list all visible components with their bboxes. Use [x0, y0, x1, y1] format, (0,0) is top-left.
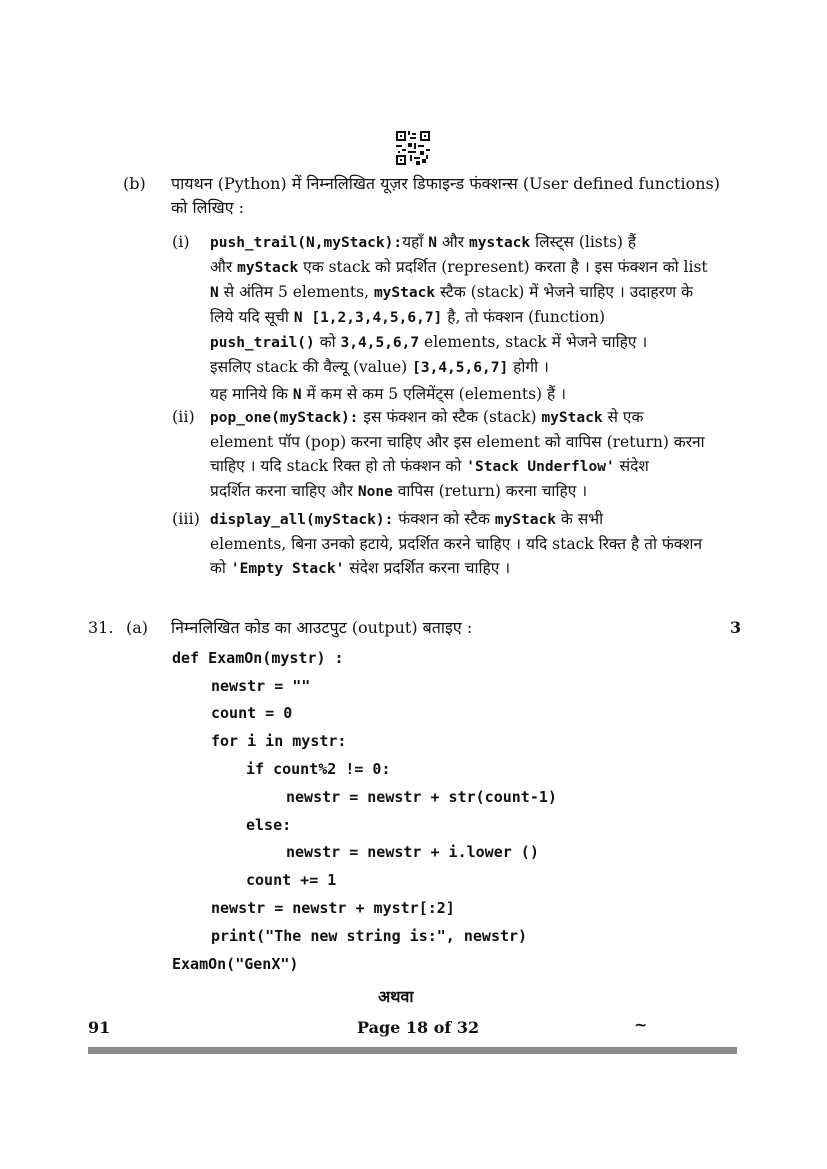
item-i-number: (i) [172, 232, 190, 251]
code-line: ExamOn("GenX") [172, 955, 299, 973]
part-b-intro-line2: को लिखिए : [171, 198, 245, 217]
code-line: newstr = newstr + i.lower () [286, 843, 539, 861]
code-line: newstr = "" [211, 677, 311, 695]
code-line: print("The new string is:", newstr) [211, 927, 528, 945]
code-line: newstr = newstr + str(count-1) [286, 788, 557, 806]
qr-code [396, 131, 430, 165]
part-b-label: (b) [123, 174, 146, 193]
item-iii-number: (iii) [172, 509, 200, 528]
part-b-intro-line1: पायथन (Python) में निम्नलिखित यूज़र डिफाइन्ड फंक्शन्स (User defined functions) [171, 174, 720, 193]
item-ii-number: (ii) [172, 407, 195, 426]
item-ii-body: pop_one(myStack): इस फंक्शन को स्टैक (stack) myStack से एक element पॉप (pop) करना चाहिए और इस element को वापिस (return) करना चाहिए । यदि stack रिक्त हो तो फंक्शन को 'Stack Underflow' संदेश प्रदर्शित करना चाहिए और None वापिस (return) करना चाहिए । [210, 408, 705, 500]
part-b-intro [171, 172, 720, 220]
code-line: else: [246, 816, 292, 834]
func-name: display_all(myStack): [210, 512, 394, 528]
question-number: 31. [88, 618, 114, 637]
footer-code: 91 [88, 1018, 111, 1037]
func-name: push_trail(N,myStack): [210, 235, 403, 251]
question-part: (a) [126, 618, 149, 637]
code-line: def ExamOn(mystr) : [172, 649, 344, 667]
code-line: for i in mystr: [211, 732, 347, 750]
item-i-body: push_trail(N,myStack):यहाँ N और mystack लिस्ट्स (lists) हैं और myStack एक stack को प्रदर्शित (represent) करता है । इस फंक्शन को list N से अंतिम 5 elements, myStack स्टैक (stack) में भेजने चाहिए । उदाहरण के लिये यदि सूची N [1,2,3,4,5,6,7] है, तो फंक्शन (function) push_trail() को 3,4,5,6,7 elements, stack में भेजने चाहिए । इसलिए stack की वैल्यू (value) [3,4,5,6,7] होगी । यह मानिये कि N में कम से कम 5 एलिमेंट्स (elements) हैं । [210, 230, 702, 407]
code-line: count = 0 [211, 704, 293, 722]
item-iii-body: display_all(myStack): फंक्शन को स्टैक myStack के सभी elements, बिना उनको हटाये, प्रदर्शित करने चाहिए । यदि stack रिक्त है तो फंक्शन को 'Empty Stack' संदेश प्रदर्शित करना चाहिए । [210, 510, 703, 577]
code-line: newstr = newstr + mystr[:2] [211, 899, 455, 917]
item-i-note: यह मानिये कि N में कम से कम 5 एलिमेंट्स (elements) हैं । [210, 385, 567, 403]
page-number: Page 18 of 32 [357, 1018, 480, 1037]
footer-rule [88, 1047, 737, 1054]
or-divider: अथवा [378, 987, 414, 1006]
footer-tilde: ~ [634, 1015, 648, 1034]
question-prompt: निम्नलिखित कोड का आउटपुट (output) बताइए : [171, 618, 473, 637]
code-line: count += 1 [246, 871, 337, 889]
code-line: if count%2 != 0: [246, 760, 391, 778]
question-marks: 3 [730, 618, 742, 637]
func-name: pop_one(myStack): [210, 410, 359, 426]
